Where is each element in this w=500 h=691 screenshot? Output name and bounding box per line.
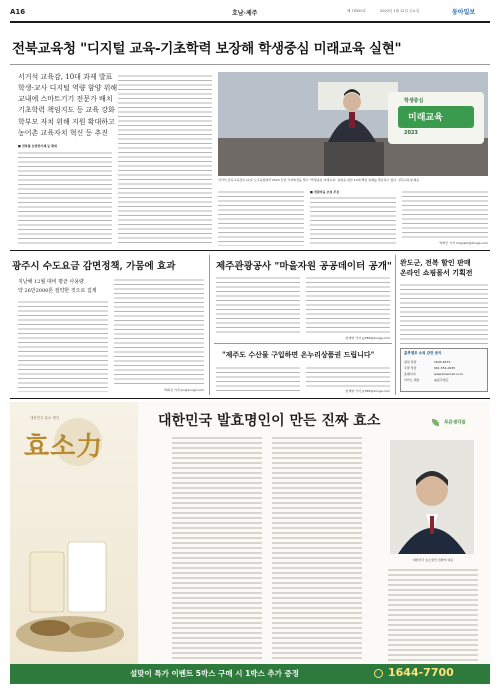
side-info-box xyxy=(400,348,488,392)
side-body xyxy=(400,283,488,345)
side-box-row-label: 주말 상담 xyxy=(404,366,417,370)
article3-body-col2 xyxy=(306,276,390,334)
photo-banner-text-2: 미래교육 xyxy=(408,113,443,123)
main-body-col2 xyxy=(118,74,212,246)
main-subhead-2: ■ 전원마을 조성 추진 xyxy=(310,190,340,194)
portrait-figure xyxy=(390,440,474,554)
article4-body-col1 xyxy=(216,366,300,392)
side-headline-1: 완도군, 전복 할인 판매 xyxy=(400,258,471,267)
ad-brand-logo: 효소力 xyxy=(24,432,104,462)
main-headline: 전북교육청 "디지털 교육-기초학력 보장해 학생중심 미래교육 실현" xyxy=(12,41,402,57)
main-body-col4 xyxy=(310,196,396,246)
ad-product-visual xyxy=(10,402,138,664)
main-sub-4: 기초학력 책임지도 등 교육 강화 xyxy=(18,106,115,114)
main-sub-5: 학부모 자치 위해 지원 확대하고 xyxy=(18,118,115,126)
main-photo-caption: 서거석 전북교육감이 11일 도교육청에서 2023 신년 기자회견을 열고 "학생중심 미래교육" 실현을 위한 10대 핵심 과제를 발표하고 있다. 전북교육청 제공 xyxy=(218,178,420,182)
article2-body-col1 xyxy=(18,300,108,392)
side-box-row-value: @블루엠포 xyxy=(434,378,449,382)
page-number: A16 xyxy=(10,8,26,16)
main-body-col5 xyxy=(402,190,488,240)
article2-body-col2 xyxy=(114,278,204,386)
side-box-row-value: www.bluemall.co.kr xyxy=(434,372,464,376)
ad-brand-tag: 대한민국 효소 명인 xyxy=(30,416,60,420)
main-photo-scene xyxy=(218,72,488,176)
advertisement xyxy=(10,402,490,684)
main-body-col1 xyxy=(18,151,112,247)
article2-headline: 광주시 수도요금 감면정책, 가뭄에 효과 xyxy=(12,261,176,272)
side-box-row xyxy=(404,378,486,383)
ad-body-col2 xyxy=(272,436,362,662)
side-box-row-value: 1644-6575 xyxy=(434,360,451,364)
ad-top-rule xyxy=(10,398,490,399)
article3-body-col1 xyxy=(216,276,300,334)
ad-headline: 대한민국 발효명인이 만든 진짜 효소 xyxy=(158,413,381,429)
photo-banner-text-1: 학생중심 xyxy=(404,98,424,104)
ad-body-col3 xyxy=(388,568,478,662)
phone-icon xyxy=(374,669,383,678)
main-body-col3 xyxy=(218,190,304,246)
side-box-row xyxy=(404,366,486,371)
ad-body-col1 xyxy=(172,436,262,662)
ad-phone-number: 1644-7700 xyxy=(388,666,454,679)
header-rule xyxy=(10,21,490,23)
ad-portrait xyxy=(390,440,474,554)
page-header xyxy=(10,8,490,20)
side-box-row-label: 카카오 채널 xyxy=(404,378,420,382)
main-sub-3: 교내에 스마트기기 전문가 배치 xyxy=(18,95,113,103)
side-box-title: 블루엠포 쇼핑 관련 문의 xyxy=(404,351,442,355)
side-box-row xyxy=(404,360,486,365)
side-box-row-label: 홈페이지 xyxy=(404,372,416,376)
main-sub-1: 서거석 교육감, 10대 과제 발표 xyxy=(18,73,113,81)
side-headline-2: 온라인 쇼핑몰서 기획전 xyxy=(400,268,473,277)
side-box-row xyxy=(404,372,486,377)
main-photo xyxy=(218,72,488,176)
ad-banner-text: 설맞이 특가 이벤트 5박스 구매 시 1박스 추가 증정 xyxy=(130,669,299,678)
main-subhead-label: ■ 전북형 유연학기제 등 확대 xyxy=(18,144,57,148)
article2-sub-2: 약 26만2000톤 절약한 것으로 집계 xyxy=(18,288,97,294)
article2-sub-1: 지난해 12월 대비 평균 사용량 xyxy=(18,279,84,285)
ad-logo-text: 푸른생각들 xyxy=(444,420,466,426)
section-title: 호남·제주 xyxy=(232,10,258,17)
ad-logo-leaf-icon xyxy=(432,419,439,426)
issue-number: 제 70520호 xyxy=(347,9,367,13)
issue-date: 2023년 1월 12일 금요일 xyxy=(380,9,420,13)
ad-bottom-banner xyxy=(10,664,490,684)
photo-banner-text-3: 2023 xyxy=(404,130,418,136)
section-rule-1 xyxy=(10,250,490,251)
side-box-row-label: 평일 상담 xyxy=(404,360,417,364)
main-sub-2: 학생-교사 디지털 역량 함양 위해 xyxy=(18,84,118,92)
main-sub-6: 농어촌 교육자치 혁신 등 추진 xyxy=(18,129,109,137)
ad-portrait-caption: 대한민국 효소명인 전완석 대표 xyxy=(412,558,454,562)
article2-byline: 박희진 기자 jin@donga.com xyxy=(164,388,204,392)
main-headline-rule xyxy=(10,64,490,65)
article4-byline: 임재영 기자 jy788@donga.com xyxy=(345,389,390,393)
newspaper-name: 동아일보 xyxy=(452,9,476,16)
col-divider-1 xyxy=(209,255,210,395)
article4-headline: "제주도 수산물 구입하면 온누리상품권 드립니다" xyxy=(222,350,375,359)
article3-rule xyxy=(214,343,392,344)
side-box-row-value: 061-551-0035 xyxy=(434,366,456,370)
col-divider-2 xyxy=(395,255,396,395)
article3-byline: 임재영 기자 jy788@donga.com xyxy=(345,336,390,340)
ad-logo xyxy=(432,412,466,431)
main-byline: 박영민 기자 minpark@donga.com xyxy=(439,241,488,245)
article4-body-col2 xyxy=(306,366,390,388)
article3-headline: 제주관광공사 "마을자원 공공데이터 공개" xyxy=(216,261,392,272)
